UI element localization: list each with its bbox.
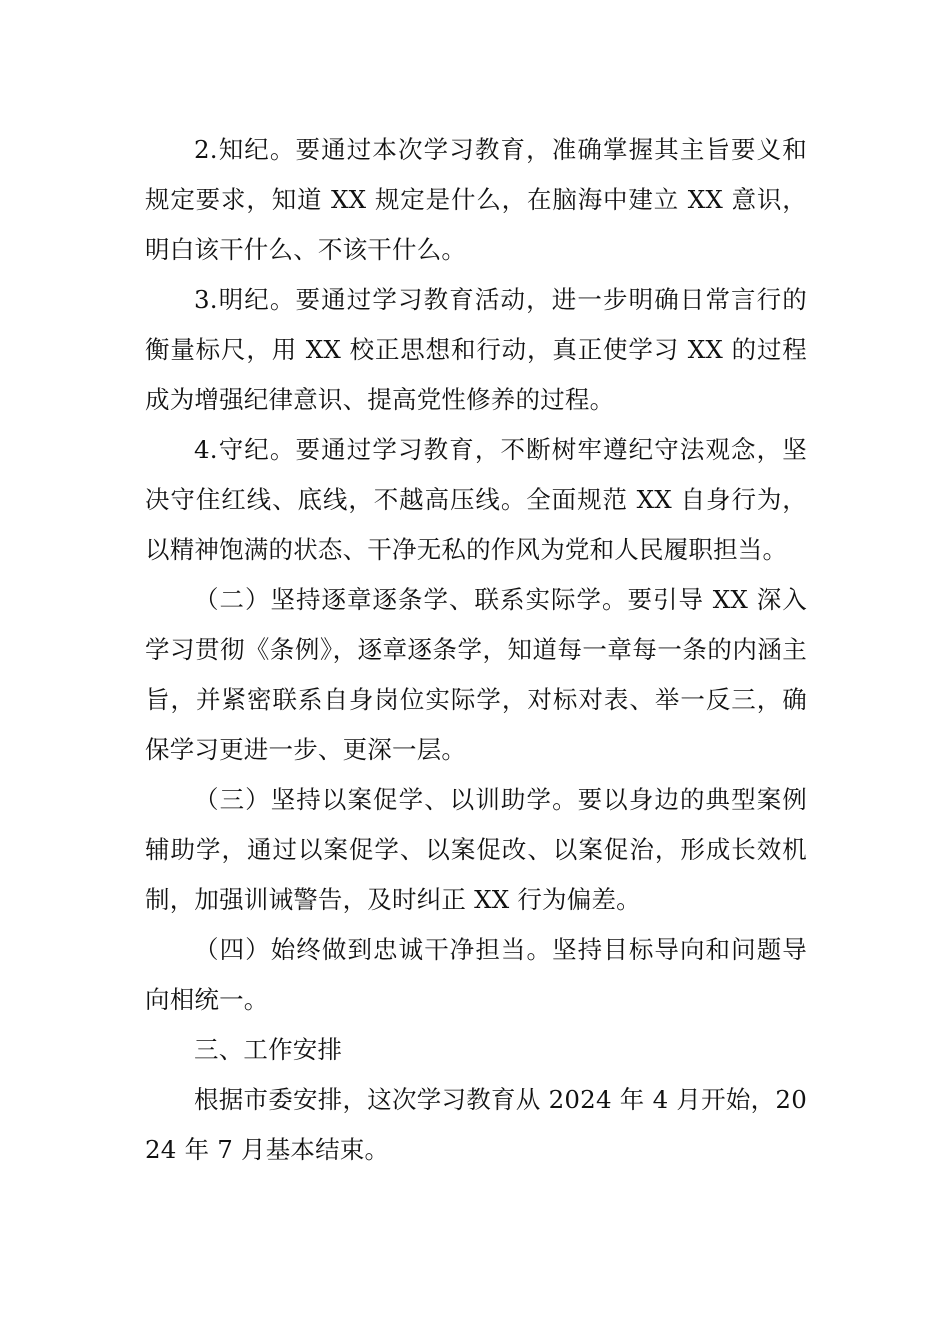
paragraph-section-3: （三）坚持以案促学、以训助学。要以身边的典型案例辅助学，通过以案促学、以案促改、以案促治，形成长效机制，加强训诫警告，及时纠正 XX 行为偏差。 [145, 785, 807, 914]
document-body [145, 125, 807, 1175]
paragraph-schedule: 根据市委安排，这次学习教育从 2024 年 4 月开始，2024 年 7 月基本结束。 [145, 1085, 807, 1164]
paragraph-mingji: 3.明纪。要通过学习教育活动，进一步明确日常言行的衡量标尺，用 XX 校正思想和行动，真正使学习 XX 的过程成为增强纪律意识、提高党性修养的过程。 [145, 285, 807, 414]
section-heading-work-arrangement: 三、工作安排 [194, 1035, 343, 1064]
paragraph-zhiji: 2.知纪。要通过本次学习教育，准确掌握其主旨要义和规定要求，知道 XX 规定是什么，在脑海中建立 XX 意识，明白该干什么、不该干什么。 [145, 135, 807, 264]
paragraph-section-4: （四）始终做到忠诚干净担当。坚持目标导向和问题导向相统一。 [145, 935, 807, 1014]
paragraph-shouji: 4.守纪。要通过学习教育，不断树牢遵纪守法观念，坚决守住红线、底线，不越高压线。全面规范 XX 自身行为，以精神饱满的状态、干净无私的作风为党和人民履职担当。 [145, 435, 807, 564]
paragraph-section-2: （二）坚持逐章逐条学、联系实际学。要引导 XX 深入学习贯彻《条例》，逐章逐条学，知道每一章每一条的内涵主旨，并紧密联系自身岗位实际学，对标对表、举一反三，确保学习更进一步、更深一层。 [145, 585, 807, 764]
